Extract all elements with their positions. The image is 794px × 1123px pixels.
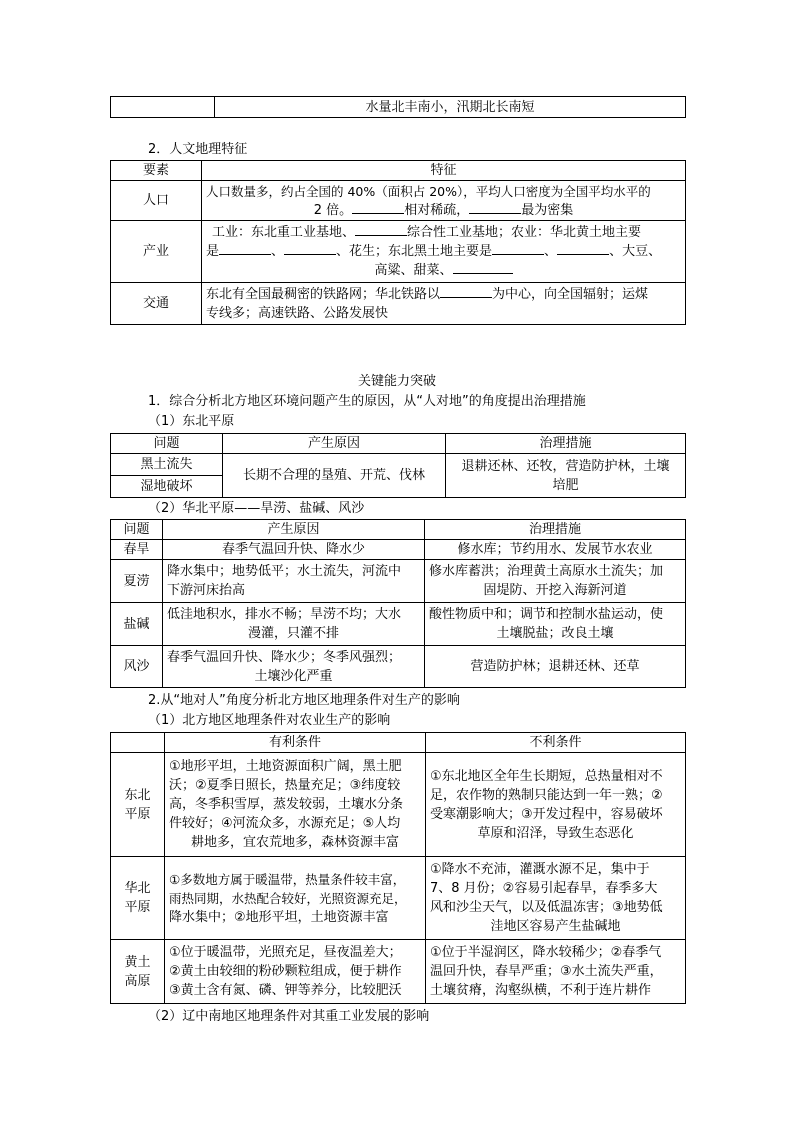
cause-line: 春季气温回升快、降水少；冬季风强烈； — [167, 649, 402, 665]
text-line: 沃；②夏季日照长，热量充足；③纬度较 — [169, 778, 401, 793]
industry-text-e: 、花生；东北黑土地主要是 — [336, 244, 493, 259]
nc-label-spring-drought: 春旱 — [111, 540, 163, 560]
label-line: 平原 — [124, 900, 151, 915]
population-line2 — [206, 201, 681, 220]
text-line: ①地形平坦，土地资源面积广阔，黑土肥 — [169, 759, 402, 774]
key2-title: 2.从“地对人”角度分析北方地区地理条件对生产的影响 — [148, 693, 460, 708]
transport-line2: 专线多；高速铁路、公路发展快 — [206, 305, 389, 321]
key2-sub1: （1）北方地区地理条件对农业生产的影响 — [148, 713, 391, 728]
blank-fill — [453, 261, 513, 274]
ne-measure — [446, 454, 686, 498]
top-table — [110, 96, 686, 118]
text-line: ①多数地方属于暖温带，热量条件较丰富， — [169, 871, 406, 887]
measure-line: 土壤脱盐；改良土壤 — [496, 626, 614, 641]
industry-text-h: 高粱、甜菜、 — [374, 263, 453, 278]
text-line: ③黄土含有氮、磷、钾等养分，比较肥沃 — [169, 983, 402, 998]
agri-label-northeast — [111, 753, 165, 857]
text-line: 温回升快，春旱严重；③水土流失严重， — [430, 964, 663, 979]
key2-sub2: （2）辽中南地区地理条件对其重工业发展的影响 — [148, 1009, 430, 1024]
transport-text-a: 东北有全国最稠密的铁路网；华北铁路以 — [206, 286, 441, 302]
agri-header-empty — [111, 733, 165, 753]
nc-label-saline: 盐碱 — [111, 603, 163, 646]
text-line: ①东北地区全年生长期短，总热量相对不 — [430, 768, 663, 784]
industry-text-a: 工业：东北重工业基地、 — [212, 225, 356, 240]
key1-title: 1．综合分析北方地区环境问题产生的原因，从“人对地”的角度提出治理措施 — [148, 394, 586, 409]
nc-measure-sand: 营造防护林；退耕还林、还草 — [425, 646, 686, 688]
cause-line: 降水集中；地势低平；水土流失，河流中 — [167, 564, 402, 579]
nc-measure-saline — [425, 603, 686, 646]
industry-text-f: 、 — [544, 244, 558, 259]
population-line1: 人口数量多，约占全国的 40%（面积占 20%），平均人口密度为全国平均水平的 — [206, 183, 651, 199]
industry-line1 — [206, 223, 681, 242]
nc-measure-summer-flood — [425, 560, 686, 603]
transport-line1 — [206, 285, 681, 304]
header-feature: 特征 — [202, 161, 686, 181]
population-text-b: 相对稀疏， — [404, 202, 470, 218]
agri-header-favorable: 有利条件 — [165, 733, 426, 753]
nc-cause-spring-drought: 春季气温回升快、降水少 — [163, 540, 425, 560]
key1-sub1: （1）东北平原 — [148, 414, 235, 429]
row-label-industry: 产业 — [111, 221, 202, 283]
measure-line: 酸性物质中和；调节和控制水盐运动，使 — [429, 607, 664, 622]
text-line: 土壤贫瘠，沟壑纵横，不利于连片耕作 — [430, 983, 652, 998]
industry-feature — [202, 221, 686, 283]
humanities-table — [110, 160, 686, 325]
agri-favorable-north-china — [165, 857, 426, 940]
ne-measure-line2: 培肥 — [552, 477, 579, 493]
nc-header-measure: 治理措施 — [425, 520, 686, 540]
ne-cause: 长期不合理的垦殖、开荒、伐林 — [223, 454, 446, 498]
blank-fill — [352, 201, 404, 214]
population-feature — [202, 181, 686, 221]
ne-measure-line1: 退耕还林、还牧，营造防护林，土壤 — [461, 458, 670, 474]
text-line: ②黄土由较细的粉砂颗粒组成，便于耕作 — [169, 964, 402, 979]
text-line: ①位于暖温带，光照充足，昼夜温差大； — [169, 945, 402, 960]
population-text-c: 最为密集 — [521, 202, 574, 218]
transport-text-b: 为中心，向全国辐射；运煤 — [492, 286, 649, 302]
row-label-population: 人口 — [111, 181, 202, 221]
top-table-empty-cell — [111, 97, 215, 118]
agriculture-table — [110, 732, 686, 1004]
northeast-table — [110, 433, 686, 498]
text-line: 洼地区容易产生盐碱地 — [490, 919, 621, 934]
blank-fill — [440, 285, 492, 298]
text-line: 草原和沼泽，导致生态恶化 — [477, 825, 634, 841]
transport-feature — [202, 283, 686, 325]
text-line: ①位于半湿润区，降水较稀少；②春季气 — [430, 945, 662, 960]
nc-cause-saline — [163, 603, 425, 646]
ne-problem-soil: 黑土流失 — [111, 454, 223, 476]
row-label-transport: 交通 — [111, 283, 202, 325]
blank-fill — [219, 242, 271, 255]
text-line: ①降水不充沛，灌溉水源不足，集中于 — [430, 862, 650, 877]
industry-text-d: 、 — [271, 244, 285, 259]
ne-problem-wetland: 湿地破坏 — [111, 476, 223, 498]
blank-fill — [284, 242, 336, 255]
text-line: 雨热同期，水热配合较好，光照资源充足， — [169, 890, 407, 906]
label-line: 东北 — [124, 787, 151, 803]
agri-label-north-china — [111, 857, 165, 940]
agri-unfavorable-loess — [426, 940, 686, 1004]
cause-line: 漫灌，只灌不排 — [247, 626, 339, 641]
measure-line: 固堤防、开挖入海新河道 — [483, 583, 627, 598]
agri-label-loess — [111, 940, 165, 1004]
text-line: 高，冬季积雪厚，蒸发较弱，土壤水分条 — [169, 797, 404, 812]
ne-header-cause: 产生原因 — [223, 434, 446, 454]
nc-cause-summer-flood — [163, 560, 425, 603]
industry-text-c: 是 — [206, 244, 220, 259]
text-line: 件较好；④河流众多，水源充足；⑤人均 — [169, 816, 401, 831]
header-element: 要素 — [111, 161, 202, 181]
nc-label-summer-flood: 夏涝 — [111, 560, 163, 603]
text-line: 风和沙尘天气，以及低温冻害；③地势低 — [430, 900, 663, 915]
industry-line2 — [206, 242, 681, 261]
nc-label-sand: 风沙 — [111, 646, 163, 688]
cause-line: 下游河床抬高 — [167, 583, 246, 598]
blank-fill — [492, 242, 544, 255]
text-line: 降水集中；②地形平坦，土地资源丰富 — [169, 909, 389, 925]
agri-favorable-northeast — [165, 753, 426, 857]
nc-header-cause: 产生原因 — [163, 520, 425, 540]
industry-line3 — [206, 261, 681, 280]
nc-header-problem: 问题 — [111, 520, 163, 540]
text-line: 耕地多，宜农荒地多，森林资源丰富 — [190, 835, 399, 850]
cause-line: 低洼地积水，排水不畅；旱涝不均；大水 — [167, 607, 402, 622]
industry-text-b: 综合性工业基地；农业：华北黄土地主要 — [407, 225, 642, 240]
agri-unfavorable-northeast — [426, 753, 686, 857]
key-section-title: 关键能力突破 — [357, 374, 436, 389]
label-line: 平原 — [124, 806, 151, 822]
agri-favorable-loess — [165, 940, 426, 1004]
text-line: 足，农作物的熟制只能达到一年一熟；② — [430, 787, 663, 803]
top-table-text: 水量北丰南小，汛期北长南短 — [215, 97, 686, 118]
blank-fill — [355, 223, 407, 236]
label-line: 高原 — [124, 973, 151, 989]
text-line: 受寒潮影响大；③开发过程中，容易破坏 — [430, 806, 663, 822]
agri-unfavorable-north-china — [426, 857, 686, 940]
population-text-a: 2 倍。 — [313, 202, 353, 218]
ne-header-measure: 治理措施 — [446, 434, 686, 454]
blank-fill — [557, 242, 609, 255]
measure-line: 修水库蓄洪；治理黄土高原水土流失；加 — [429, 564, 664, 579]
agri-header-unfavorable: 不利条件 — [426, 733, 686, 753]
north-china-table — [110, 519, 686, 688]
nc-cause-sand — [163, 646, 425, 688]
text-line: 7、8 月份；②容易引起春旱，春季多大 — [430, 881, 658, 896]
nc-measure-spring-drought: 修水库；节约用水、发展节水农业 — [425, 540, 686, 560]
blank-fill — [469, 201, 521, 214]
label-line: 黄土 — [124, 954, 151, 970]
section2-title: 2．人文地理特征 — [148, 142, 248, 157]
ne-header-problem: 问题 — [111, 434, 223, 454]
label-line: 华北 — [124, 881, 151, 896]
cause-line: 土壤沙化严重 — [254, 668, 333, 684]
industry-text-g: 、大豆、 — [609, 244, 662, 259]
key1-sub2: （2）华北平原——旱涝、盐碱、风沙 — [148, 501, 365, 516]
